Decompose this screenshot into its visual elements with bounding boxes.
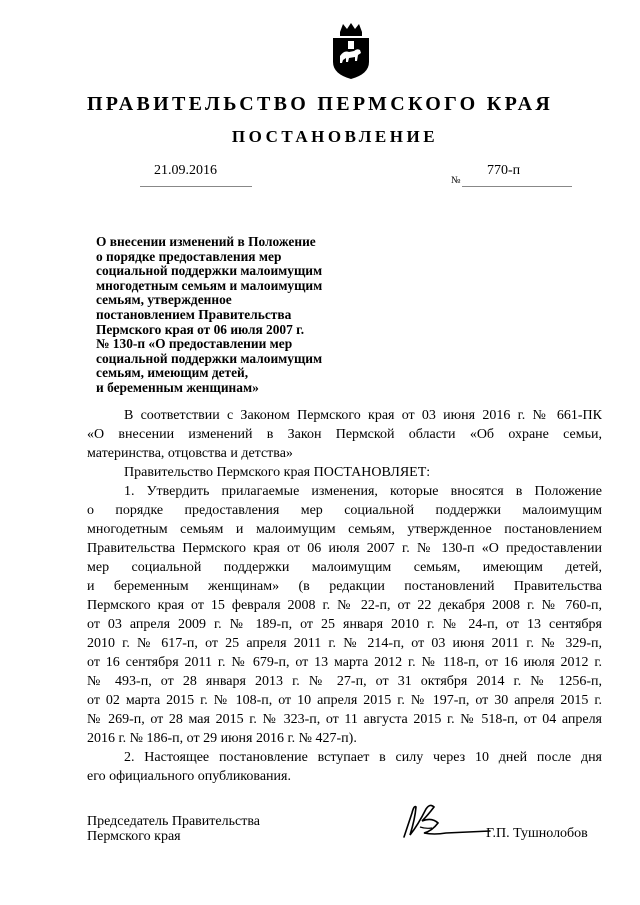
subject-line: социальной поддержки малоимущим (96, 350, 323, 366)
coat-of-arms-emblem (330, 22, 372, 80)
body-line: Правительство Пермского края ПОСТАНОВЛЯЕТ: (124, 465, 431, 480)
body-line: многодетным семьям и малоимущим семьям, утвержденное постановлением (87, 522, 602, 537)
document-number: 770-п (487, 163, 521, 178)
body-line: от 03 апреля 2009 г. № 189-п, от 25 января 2010 г. № 24-п, от 13 сентября (87, 617, 602, 632)
subject-line: О внесении изменений в Положение (96, 234, 316, 249)
body-line: мер социальной поддержки малоимущим семьям, имеющим детей, (87, 560, 602, 575)
body-line: № 269-п, от 28 мая 2015 г. № 323-п, от 11 августа 2015 г. № 518-п, от 04 апреля (87, 712, 602, 727)
body-line: «О внесении изменений в Закон Пермской области «Об охране семьи, (87, 427, 602, 442)
body-line: от 02 марта 2015 г. № 108-п, от 10 апреля 2015 г. № 197-п, от 30 апреля 2015 г. (87, 693, 602, 708)
body-line: материнства, отцовства и детства» (87, 446, 293, 461)
signatory-title-line: Председатель Правительства (87, 814, 260, 829)
body-line: и беременным женщинам» (в редакции постановлений Правительства (87, 579, 602, 594)
subject-line: семьям, утвержденное (96, 292, 232, 308)
signatory-name: Г.П. Тушнолобов (486, 826, 588, 841)
number-underline (462, 186, 572, 187)
subject-line: семьям, имеющим детей, (96, 365, 249, 381)
body-line: от 16 сентября 2011 г. № 679-п, от 13 марта 2012 г. № 118-п, от 16 июля 2012 г. (87, 655, 602, 670)
subject-line: социальной поддержки малоимущим (96, 263, 323, 279)
body-line: 2016 г. № 186-п, от 29 июня 2016 г. № 427-п). (87, 731, 357, 746)
subject-line: и беременным женщинам» (96, 379, 259, 395)
signatory-title-line: Пермского края (87, 829, 181, 844)
government-title: ПРАВИТЕЛЬСТВО ПЕРМСКОГО КРАЯ (86, 93, 554, 115)
document-type: ПОСТАНОВЛЕНИЕ (231, 127, 439, 146)
number-label: № (451, 175, 461, 186)
subject-line: № 130-п «О предоставлении мер (96, 336, 293, 352)
document-subject (96, 235, 366, 396)
document-body (87, 406, 602, 786)
body-line: № 493-п, от 28 января 2013 г. № 27-п, от 31 октября 2014 г. № 1256-п, (87, 674, 602, 689)
document-date: 21.09.2016 (154, 163, 217, 178)
body-line: 1. Утвердить прилагаемые изменения, которые вносятся в Положение (124, 484, 602, 499)
body-line: В соответствии с Законом Пермского края от 03 июня 2016 г. № 661-ПК (124, 408, 602, 423)
body-line: его официального опубликования. (87, 769, 291, 784)
subject-line: о порядке предоставления мер (96, 248, 282, 264)
subject-line: постановлением Правительства (96, 306, 292, 322)
signatory-title (87, 814, 260, 844)
date-underline (140, 186, 252, 187)
subject-line: Пермского края от 06 июля 2007 г. (96, 321, 305, 337)
body-line: 2. Настоящее постановление вступает в силу через 10 дней после дня (124, 750, 602, 765)
body-line: Пермского края от 15 февраля 2008 г. № 22-п, от 22 декабря 2008 г. № 760-п, (87, 598, 602, 613)
body-line: Правительства Пермского края от 06 июля 2007 г. № 130-п «О предоставлении (87, 541, 602, 556)
body-line: 2010 г. № 617-п, от 25 апреля 2011 г. № 214-п, от 03 июня 2011 г. № 329-п, (87, 636, 602, 651)
body-line: о порядке предоставления мер социальной поддержки малоимущим (87, 503, 602, 518)
subject-line: многодетным семьям и малоимущим (96, 277, 323, 293)
